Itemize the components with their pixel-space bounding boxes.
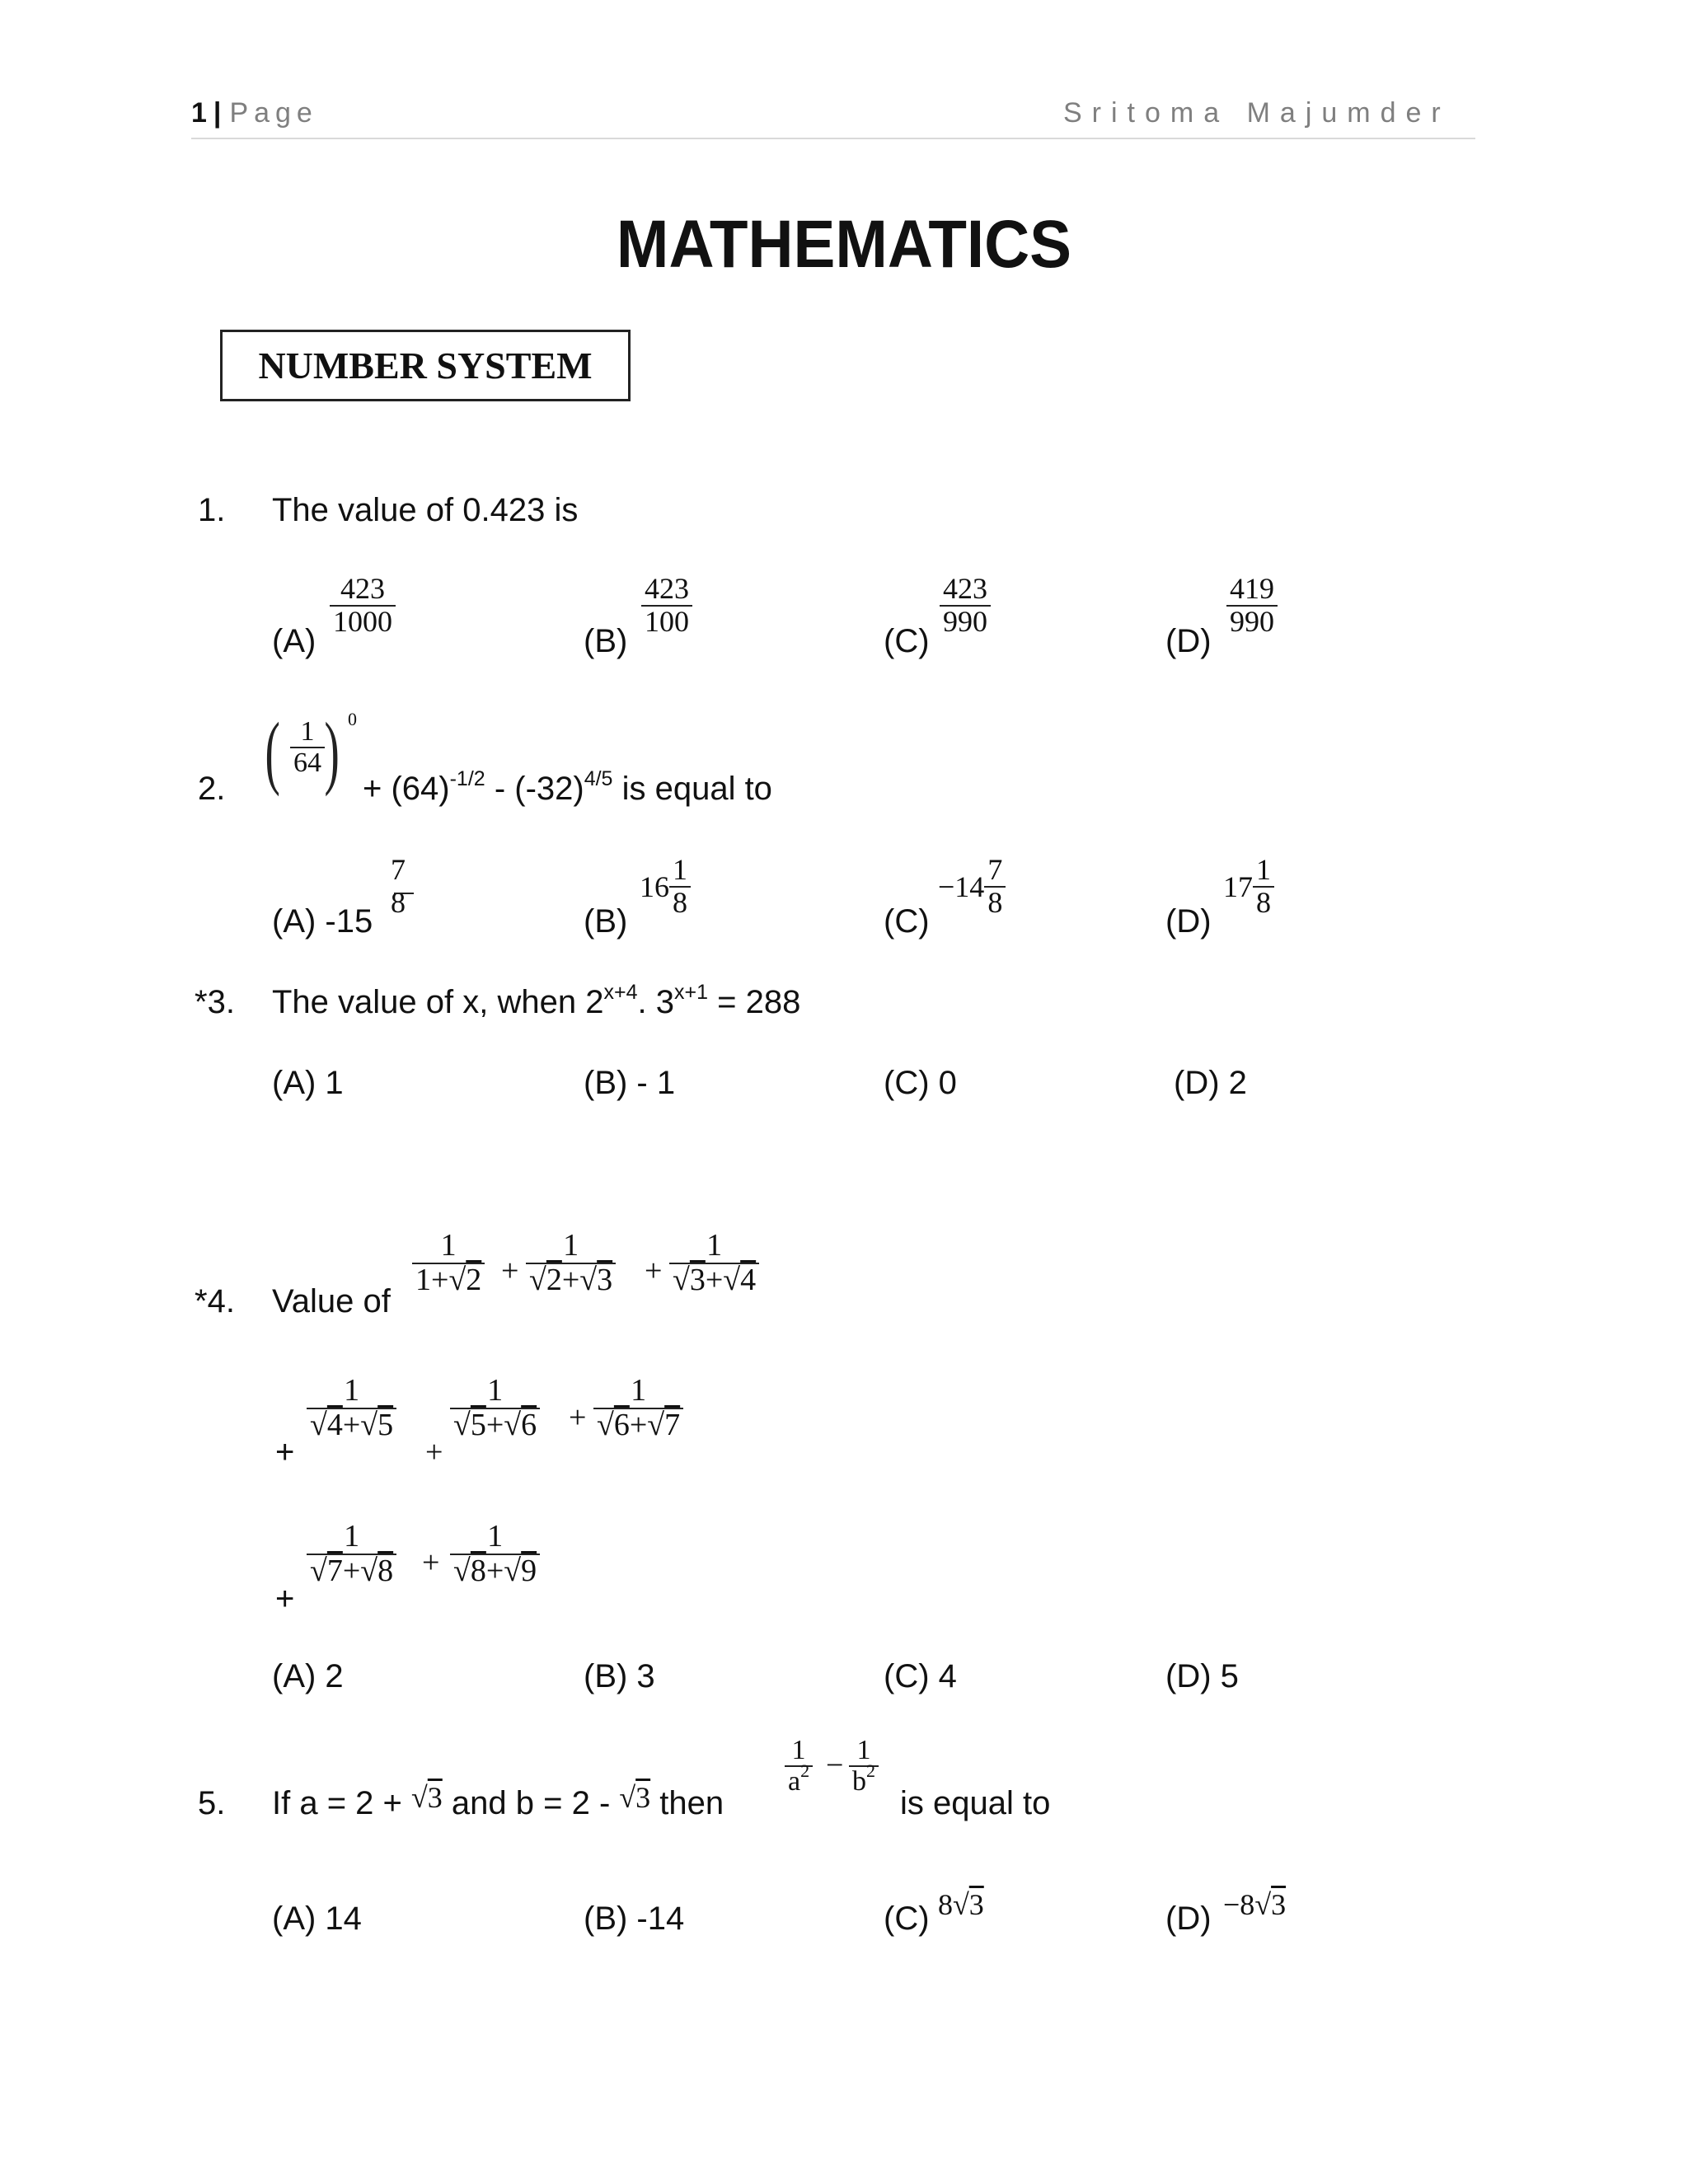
q1-option-a-denominator: 1000 bbox=[330, 605, 396, 638]
q4-term-radical-a: √7 bbox=[310, 1553, 343, 1588]
q2-part1: + (64) bbox=[363, 771, 450, 807]
q5-fraction-2-denominator bbox=[849, 1760, 879, 1797]
q1-option-d-label: (D) bbox=[1165, 623, 1212, 659]
q2-option-a-label: (A) -15 bbox=[272, 903, 373, 940]
q3-text-c: = 288 bbox=[707, 984, 801, 1020]
q4-term-radical-a: √4 bbox=[310, 1407, 343, 1442]
q3-text-a: The value of x, when 2 bbox=[272, 984, 604, 1020]
q1-option-d-fraction bbox=[1226, 574, 1278, 638]
q2-option-d-fraction bbox=[1253, 855, 1274, 919]
q4-plus-sign-2: + bbox=[645, 1254, 663, 1288]
q4-term-5 bbox=[450, 1375, 540, 1442]
q2-number: 2. bbox=[198, 771, 226, 807]
q1-option-c-label: (C) bbox=[884, 623, 930, 659]
q5-text-a: If a = 2 + bbox=[272, 1785, 412, 1821]
q5-radicand-b: 3 bbox=[635, 1781, 651, 1814]
q5-square-b: 2 bbox=[866, 1760, 875, 1781]
q5-option-b: (B) -14 bbox=[584, 1900, 685, 1937]
q4-term-numerator: 1 bbox=[344, 1519, 360, 1554]
q4-plus-sign-5: + bbox=[569, 1400, 587, 1435]
q5-option-d-value: −8√3 bbox=[1223, 1888, 1287, 1921]
q4-term-numerator: 1 bbox=[440, 1228, 457, 1263]
q4-term-denominator bbox=[412, 1263, 485, 1297]
q1-option-b-denominator: 100 bbox=[641, 605, 692, 638]
q2-option-a-fraction bbox=[387, 855, 409, 919]
q2-option-d-numerator: 1 bbox=[1256, 853, 1271, 886]
q2-option-c-label: (C) bbox=[884, 903, 930, 940]
q4-plus-sign-6: + bbox=[275, 1581, 295, 1617]
q2-option-b-fraction bbox=[669, 855, 691, 919]
q2-option-b-numerator: 1 bbox=[673, 853, 687, 886]
q2-option-c-whole: −14 bbox=[938, 869, 985, 903]
q4-term-radical-a: √2 bbox=[529, 1262, 562, 1297]
q4-plus-sign-1: + bbox=[501, 1254, 519, 1288]
q4-term-numerator: 1 bbox=[344, 1373, 360, 1408]
q4-plus-sign-7: + bbox=[422, 1545, 440, 1580]
author-name: Sritoma Majumder bbox=[1063, 97, 1451, 129]
q4-option-d: (D) 5 bbox=[1165, 1658, 1239, 1694]
q5-option-d-label: (D) bbox=[1165, 1900, 1212, 1937]
q1-option-b-label: (B) bbox=[584, 623, 628, 659]
q4-option-a: (A) 2 bbox=[272, 1658, 344, 1694]
q4-term-denominator bbox=[593, 1408, 683, 1442]
q4-term-inner-plus: + bbox=[561, 1262, 580, 1297]
q4-term-6 bbox=[593, 1375, 683, 1442]
q4-term-2 bbox=[526, 1230, 616, 1297]
q3-option-d: (D) 2 bbox=[1174, 1065, 1247, 1101]
q2-option-c-fraction bbox=[984, 855, 1006, 919]
q5-var-a: a bbox=[788, 1765, 801, 1797]
q1-number: 1. bbox=[198, 492, 226, 528]
q4-term-radical-b: √4 bbox=[723, 1262, 757, 1297]
q2-option-a-bar bbox=[394, 893, 414, 894]
page-number-header bbox=[191, 97, 318, 129]
q4-term-radical-a: √3 bbox=[673, 1262, 706, 1297]
q2-option-b-label: (B) bbox=[584, 903, 628, 940]
q3-text bbox=[272, 981, 801, 1021]
q2-base-numerator: 1 bbox=[300, 716, 315, 747]
section-heading: NUMBER SYSTEM bbox=[220, 330, 631, 401]
q5-text-c: then bbox=[650, 1785, 724, 1821]
q2-option-d-denominator: 8 bbox=[1253, 886, 1274, 919]
q3-exp-b: x+1 bbox=[673, 981, 708, 1004]
q4-term-inner-plus: + bbox=[485, 1553, 504, 1588]
page-number: 1 bbox=[191, 97, 210, 129]
q4-term-radical-a: √5 bbox=[453, 1407, 486, 1442]
page-word: Page bbox=[229, 97, 318, 129]
q3-number: *3. bbox=[195, 984, 235, 1020]
q2-exp1: -1/2 bbox=[449, 767, 485, 790]
q3-option-b: (B) - 1 bbox=[584, 1065, 676, 1101]
q2-option-c-denominator: 8 bbox=[984, 886, 1006, 919]
q4-term-numerator: 1 bbox=[631, 1373, 647, 1408]
q4-term-denominator bbox=[307, 1554, 396, 1588]
q5-text-b: and b = 2 - bbox=[442, 1785, 620, 1821]
q4-text: Value of bbox=[272, 1283, 391, 1319]
q2-base-exponent: 0 bbox=[348, 709, 357, 729]
q4-term-denominator bbox=[669, 1263, 759, 1297]
q1-option-a-fraction bbox=[330, 574, 396, 638]
q2-option-d-mixed bbox=[1223, 855, 1274, 919]
q2-option-b-denominator: 8 bbox=[669, 886, 691, 919]
q5-fraction-2-numerator: 1 bbox=[856, 1735, 871, 1765]
q2-option-c-mixed bbox=[938, 855, 1006, 919]
q4-term-4 bbox=[307, 1375, 396, 1442]
q5-var-b: b bbox=[852, 1765, 866, 1797]
q1-option-d-numerator: 419 bbox=[1230, 572, 1274, 605]
q2-option-c-numerator: 7 bbox=[987, 853, 1003, 886]
q1-option-c-denominator: 990 bbox=[940, 605, 991, 638]
q4-term-inner-plus: + bbox=[705, 1262, 724, 1297]
q3-exp-a: x+4 bbox=[603, 981, 638, 1004]
q2-base-fraction bbox=[290, 717, 325, 777]
q1-option-b-numerator: 423 bbox=[645, 572, 689, 605]
q5-number: 5. bbox=[198, 1785, 226, 1821]
q2-option-a-denominator: 8 bbox=[391, 885, 406, 919]
q4-term-inner-plus: + bbox=[629, 1407, 648, 1442]
q4-term-radical-b: √8 bbox=[360, 1553, 394, 1588]
q5-fraction-2 bbox=[849, 1736, 879, 1796]
q5-text bbox=[272, 1781, 724, 1822]
q4-term-radical-a: √6 bbox=[597, 1407, 630, 1442]
q4-term-numerator: 1 bbox=[706, 1228, 723, 1263]
q4-term-numerator: 1 bbox=[487, 1373, 504, 1408]
q4-term-radical-b: √7 bbox=[647, 1407, 681, 1442]
q4-term-radical-b: √3 bbox=[579, 1262, 613, 1297]
q4-term-inner-plus: + bbox=[485, 1407, 504, 1442]
q4-term-8 bbox=[450, 1521, 540, 1588]
header-divider bbox=[191, 138, 1475, 139]
q5-option-a: (A) 14 bbox=[272, 1900, 362, 1937]
q5-radicand-a: 3 bbox=[427, 1781, 443, 1814]
q4-term-1 bbox=[412, 1230, 485, 1297]
q1-option-c-numerator: 423 bbox=[943, 572, 987, 605]
q2-option-b-whole: 16 bbox=[640, 869, 669, 903]
q2-right-paren: ) bbox=[324, 705, 340, 797]
q4-term-inner-plus: + bbox=[342, 1407, 361, 1442]
q2-option-d-whole: 17 bbox=[1223, 869, 1253, 903]
q5-fraction-1-numerator: 1 bbox=[791, 1735, 806, 1765]
q2-base-denominator: 64 bbox=[290, 747, 325, 778]
q4-option-c: (C) 4 bbox=[884, 1658, 957, 1694]
q4-term-radical-a: √8 bbox=[453, 1553, 486, 1588]
q5-option-d-radicand: 3 bbox=[1271, 1888, 1287, 1921]
q1-option-c-fraction bbox=[940, 574, 991, 638]
q2-part2: - (-32) bbox=[485, 771, 584, 807]
q1-option-a-label: (A) bbox=[272, 623, 316, 659]
q4-term-radical-b: √2 bbox=[448, 1262, 482, 1297]
q4-term-radical-b: √5 bbox=[360, 1407, 394, 1442]
q5-option-c-coefficient: 8 bbox=[938, 1888, 953, 1921]
q4-term-denominator bbox=[526, 1263, 616, 1297]
q3-option-c: (C) 0 bbox=[884, 1065, 957, 1101]
q5-tail: is equal to bbox=[900, 1785, 1051, 1821]
q1-option-d-denominator: 990 bbox=[1226, 605, 1278, 638]
q4-term-denominator bbox=[307, 1408, 396, 1442]
q1-option-b-fraction bbox=[641, 574, 692, 638]
q4-term-7 bbox=[307, 1521, 396, 1588]
q5-minus-sign: − bbox=[826, 1748, 844, 1783]
q5-square-a: 2 bbox=[800, 1760, 810, 1781]
q4-term-inner-plus: + bbox=[342, 1553, 361, 1588]
q4-number: *4. bbox=[195, 1283, 235, 1319]
q2-expression bbox=[363, 767, 772, 808]
q3-option-a: (A) 1 bbox=[272, 1065, 344, 1101]
q1-text: The value of 0.423 is bbox=[272, 492, 579, 528]
q4-term-inner-plus: + bbox=[431, 1262, 449, 1297]
q4-term-denominator bbox=[450, 1554, 540, 1588]
q4-term-radical-a: 1 bbox=[415, 1262, 431, 1297]
q5-option-c-value: 8√3 bbox=[938, 1888, 984, 1921]
q4-term-radical-b: √9 bbox=[504, 1553, 537, 1588]
q2-left-paren: ( bbox=[265, 705, 280, 797]
q2-option-b-mixed bbox=[640, 855, 691, 919]
q2-option-a-numerator: 7 bbox=[391, 853, 406, 886]
q5-fraction-1 bbox=[785, 1736, 813, 1796]
q5-radical-a: √3 bbox=[411, 1781, 443, 1814]
q3-text-b: . 3 bbox=[637, 984, 674, 1020]
q5-radical-b: √3 bbox=[619, 1781, 651, 1814]
q5-option-c-radicand: 3 bbox=[968, 1888, 984, 1921]
q4-term-3 bbox=[669, 1230, 759, 1297]
page-title: MATHEMATICS bbox=[616, 207, 1072, 282]
q5-option-d-coefficient: −8 bbox=[1223, 1888, 1255, 1921]
q4-term-numerator: 1 bbox=[563, 1228, 579, 1263]
q4-term-denominator bbox=[450, 1408, 540, 1442]
q4-plus-sign-3: + bbox=[275, 1434, 295, 1470]
q4-term-numerator: 1 bbox=[487, 1519, 504, 1554]
q4-plus-sign-4: + bbox=[425, 1435, 443, 1469]
q2-option-d-label: (D) bbox=[1165, 903, 1212, 940]
q5-fraction-1-denominator bbox=[785, 1760, 813, 1797]
q4-option-b: (B) 3 bbox=[584, 1658, 655, 1694]
q1-option-a-numerator: 423 bbox=[340, 572, 385, 605]
q5-option-c-label: (C) bbox=[884, 1900, 930, 1937]
q2-exp2: 4/5 bbox=[584, 767, 613, 790]
q4-term-radical-b: √6 bbox=[504, 1407, 537, 1442]
header-separator: | bbox=[213, 97, 225, 129]
q2-part3: is equal to bbox=[612, 771, 772, 807]
